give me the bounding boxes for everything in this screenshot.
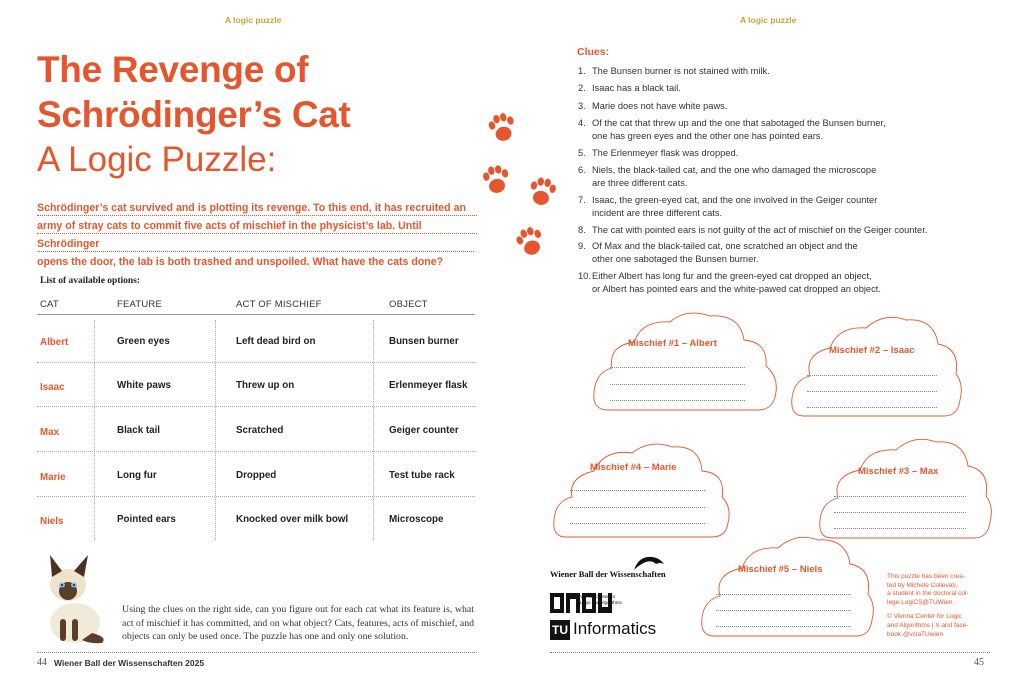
right-page (512, 0, 1024, 683)
table-cell-object: Microscope (389, 514, 444, 525)
cloud-shape (550, 437, 734, 541)
clue-item (578, 270, 952, 295)
clue-item (578, 147, 952, 160)
instructions-text: Using the clues on the right side, can you figure out for each cat what its feature is, what act of mischief it has committed, and on what object? Cats, features, acts of mischief, and objects can only be used once. The puzzle has one and only one solution. (122, 604, 474, 642)
table-cell-feature: Pointed ears (117, 514, 176, 525)
cloud-title-marie: Mischief #4 – Marie (590, 462, 677, 473)
credit-line: © Vienna Center for Logic (887, 613, 962, 621)
cloud-title-max: Mischief #3 – Max (858, 466, 939, 477)
table-cell-cat: Isaac (40, 382, 65, 393)
clue-number: 4. (578, 118, 586, 128)
clue-item (578, 194, 952, 219)
tu-informatics-text: Informatics (573, 619, 657, 638)
row-rule (37, 406, 475, 407)
credit-line: ted by Michele Collevati, (887, 581, 958, 589)
column-header-mischief: ACT OF MISCHIEF (236, 299, 322, 310)
table-cell-cat: Albert (40, 337, 69, 348)
row-rule (37, 362, 475, 363)
clue-item (578, 164, 952, 189)
clue-item (578, 224, 992, 237)
clue-line: incident are three different cats. (592, 207, 723, 218)
clue-number: 2. (578, 83, 586, 93)
clue-line: other one sabotaged the Bunsen burner. (592, 253, 759, 264)
credit-text (887, 573, 983, 639)
intro-rule (37, 233, 477, 234)
clue-number: 6. (578, 165, 586, 175)
clue-line: Either Albert has long fur and the green-eyed cat dropped an object, (592, 271, 872, 281)
cloud-title-albert: Mischief #1 – Albert (628, 338, 717, 349)
wiener-ball-text: Wiener Ball der Wissenschaften (550, 569, 666, 579)
running-head: A logic puzzle (740, 15, 797, 25)
column-separator (215, 320, 216, 540)
column-header-feature: FEATURE (117, 299, 163, 310)
answer-line[interactable] (716, 626, 851, 627)
page-number: 44 (37, 657, 47, 668)
answer-line[interactable] (807, 407, 937, 408)
owl-icon (632, 554, 666, 572)
clue-number: 1. (578, 66, 586, 76)
clue-line: Of the cat that threw up and the one that sabotaged the Bunsen burner, (592, 118, 886, 128)
clue-line: one has green eyes and the other one has pointed ears. (592, 130, 824, 141)
page-number: 45 (974, 657, 984, 668)
title-line-2: Schrödinger’s Cat (37, 94, 351, 135)
clue-number: 3. (578, 101, 586, 111)
clue-item (578, 240, 952, 265)
answer-line[interactable] (570, 490, 705, 491)
column-separator (94, 320, 95, 540)
credit-line: and Algorithms | X and face- (887, 621, 969, 629)
clue-number: 7. (578, 195, 586, 205)
answer-line[interactable] (716, 610, 851, 611)
cloud-title-niels: Mischief #5 – Niels (738, 564, 823, 575)
table-cell-object: Test tube rack (389, 470, 455, 481)
table-cell-mischief: Knocked over milk bowl (236, 514, 349, 525)
clue-item (578, 82, 952, 95)
credit-line: lege LogiCS@TUWien. (887, 598, 955, 606)
column-header-cat: CAT (40, 299, 59, 310)
table-cell-feature: Long fur (117, 470, 157, 481)
intro-line: army of stray cats to commit five acts of mischief in the physicist’s lab. Until Schrödinger (37, 220, 422, 250)
clue-line: Isaac, the green-eyed cat, and the one involved in the Geiger counter (592, 195, 878, 205)
answer-line[interactable] (807, 391, 937, 392)
intro-rule (37, 251, 474, 252)
vcla-caption: Vienna Center for Logic and Algorithms (580, 594, 622, 605)
row-rule (37, 496, 475, 497)
clue-item (578, 117, 952, 142)
answer-line[interactable] (610, 367, 745, 368)
answer-line[interactable] (716, 594, 851, 595)
clue-item (578, 65, 952, 78)
answer-line[interactable] (834, 496, 966, 497)
intro-rule (37, 215, 477, 216)
answer-line[interactable] (610, 384, 745, 385)
footer-label: Wiener Ball der Wissenschaften 2025 (54, 658, 205, 668)
clue-line: Niels, the black-tailed cat, and the one who damaged the microscope (592, 165, 877, 175)
column-separator (373, 320, 374, 540)
credit-line: book @vclaTUwien (887, 630, 944, 638)
table-cell-mischief: Scratched (236, 425, 284, 436)
answer-line[interactable] (610, 400, 745, 401)
table-cell-object: Bunsen burner (389, 336, 459, 347)
credit-line: This puzzle has been crea- (887, 573, 966, 580)
answer-line[interactable] (570, 507, 705, 508)
footer-rule (550, 652, 990, 653)
intro-paragraph (37, 199, 477, 271)
clue-line: Of Max and the black-tailed cat, one scratched an object and the (592, 241, 858, 251)
clue-line: are three different cats. (592, 177, 688, 188)
clue-line: The Bunsen burner is not stained with milk. (592, 66, 770, 76)
table-header-rule (37, 314, 475, 315)
cloud-shape (698, 530, 876, 640)
table-cell-mischief: Left dead bird on (236, 336, 316, 347)
table-cell-feature: Black tail (117, 425, 161, 436)
clue-line: or Albert has pointed ears and the white-pawed cat dropped an object. (592, 283, 881, 294)
table-cell-feature: White paws (117, 380, 171, 391)
options-label: List of available options: (40, 276, 141, 286)
intro-line: opens the door, the lab is both trashed and unspoiled. What have the cats done? (37, 256, 444, 268)
clue-number: 8. (578, 225, 586, 235)
title-line-1: The Revenge of (37, 49, 309, 90)
running-head: A logic puzzle (225, 15, 282, 25)
clue-line: Marie does not have white paws. (592, 101, 728, 111)
answer-line[interactable] (807, 375, 937, 376)
clue-line: The cat with pointed ears is not guilty of the act of mischief on the Geiger counter. (592, 225, 928, 235)
row-rule (37, 451, 475, 452)
cloud-shape (788, 308, 964, 420)
clue-number: 10. (578, 271, 591, 281)
subtitle: A Logic Puzzle: (37, 140, 277, 179)
cloud-shape (590, 306, 780, 414)
tu-badge: TU (550, 620, 570, 640)
clue-number: 9. (578, 241, 586, 251)
column-header-object: OBJECT (389, 299, 428, 310)
table-cell-cat: Niels (40, 516, 64, 527)
clue-line: The Erlenmeyer flask was dropped. (592, 148, 739, 158)
table-cell-cat: Max (40, 427, 60, 438)
table-cell-mischief: Dropped (236, 470, 277, 481)
table-cell-object: Geiger counter (389, 425, 459, 436)
cloud-shape (816, 432, 994, 542)
answer-line[interactable] (570, 523, 705, 524)
credit-line: a student in the doctoral col- (887, 590, 969, 598)
siamese-cat-illustration (30, 545, 110, 645)
footer-rule (37, 652, 477, 653)
table-cell-feature: Green eyes (117, 336, 170, 347)
answer-line[interactable] (834, 512, 966, 513)
table-cell-object: Erlenmeyer flask (389, 380, 468, 391)
clues-heading: Clues: (577, 46, 610, 58)
table-cell-cat: Marie (40, 472, 66, 483)
answer-line[interactable] (834, 528, 966, 529)
cloud-title-isaac: Mischief #2 – Isaac (829, 345, 915, 356)
clue-item (578, 100, 952, 113)
clue-number: 5. (578, 148, 586, 158)
table-cell-mischief: Threw up on (236, 380, 295, 391)
intro-line: Schrödinger’s cat survived and is plotting its revenge. To this end, it has recruited an (37, 202, 466, 214)
clue-line: Isaac has a black tail. (592, 83, 681, 93)
